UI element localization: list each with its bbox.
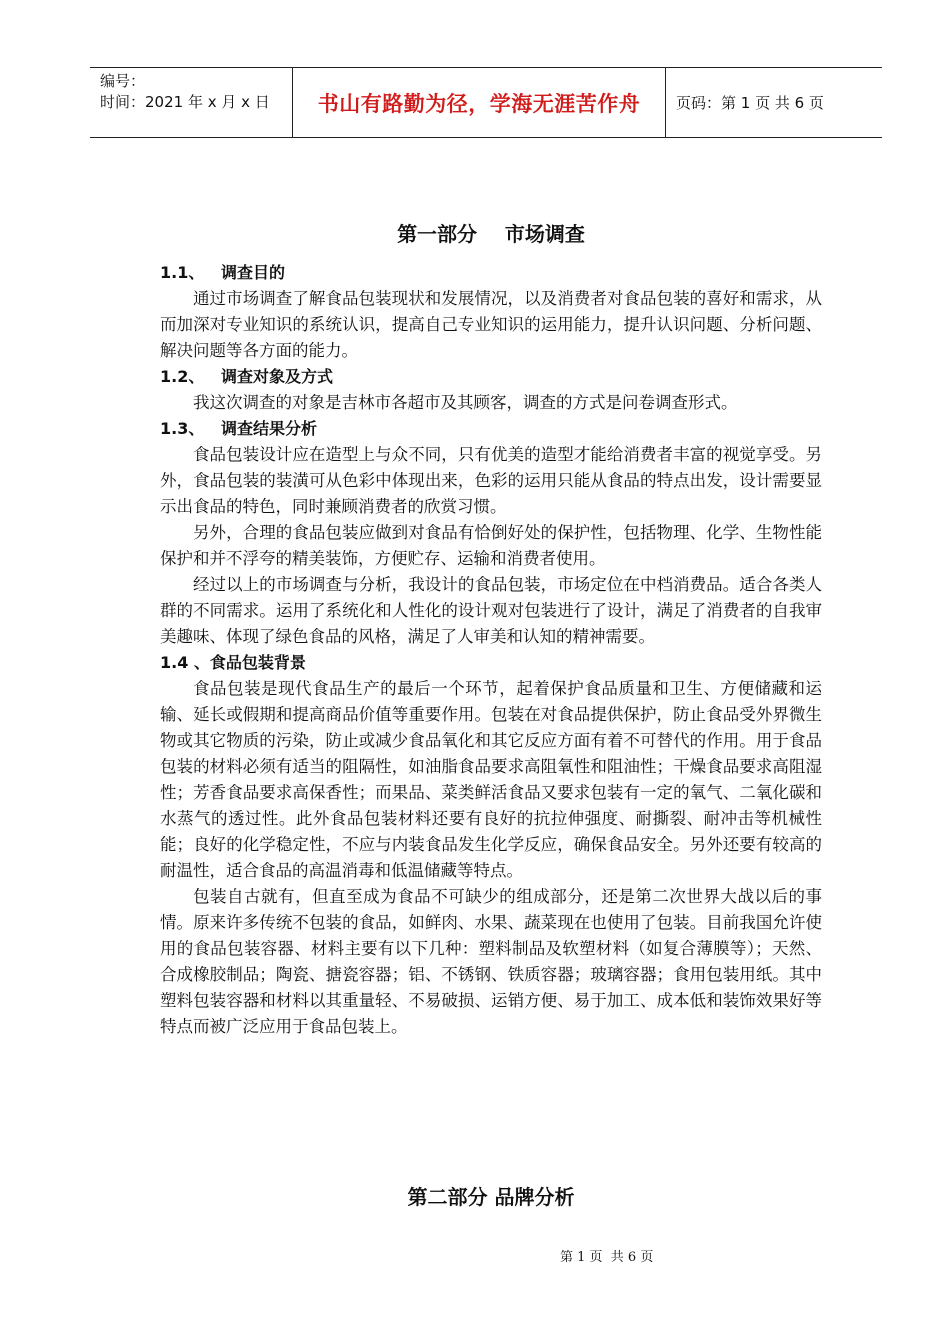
document-number-label: 编号： [100,72,146,90]
section-heading: 1.4 、食品包装背景 [160,653,306,672]
header-meta [90,68,293,137]
part2-title: 第二部分 品牌分析 [407,1185,575,1209]
document-body [160,218,822,1040]
document-header [90,67,882,138]
section-1-2 [160,364,822,416]
part1-title: 第一部分 市场调查 [397,222,585,246]
paragraph: 我这次调查的对象是吉林市各超市及其顾客，调查的方式是问卷调查形式。 [193,393,738,412]
section-heading: 1.1、 调查目的 [160,263,286,282]
paragraph: 经过以上的市场调查与分析，我设计的食品包装，市场定位在中档消费品。适合各类人群的不同需求。运用了系统化和人性化的设计观对包装进行了设计，满足了消费者的自我审美趣味、体现了绿色食品的风格，满足了人审美和认知的精神需要。 [160,575,822,646]
paragraph: 食品包装是现代食品生产的最后一个环节，起着保护食品质量和卫生、方便储藏和运输、延长或假期和提高商品价值等重要作用。包装在对食品提供保护，防止食品受外界微生物或其它物质的污染，防止或减少食品氧化和其它反应方面有着不可替代的作用。用于食品包装的材料必须有适当的阻隔性，如油脂食品要求高阻氧性和阻油性；干燥食品要求高阻湿性；芳香食品要求高保香性；而果品、菜类鲜活食品又要求包装有一定的氧气、二氧化碳和水蒸气的透过性。此外食品包装材料还要有良好的抗拉伸强度、耐撕裂、耐冲击等机械性能；良好的化学稳定性，不应与内装食品发生化学反应，确保食品安全。另外还要有较高的耐温性，适合食品的高温消毒和低温储藏等特点。 [160,679,822,880]
paragraph: 包装自古就有，但直至成为食品不可缺少的组成部分，还是第二次世界大战以后的事情。原来许多传统不包装的食品，如鲜肉、水果、蔬菜现在也使用了包装。目前我国允许使用的食品包装容器、材料主要有以下几种：塑料制品及软塑材料（如复合薄膜等）；天然、合成橡胶制品；陶瓷、搪瓷容器；铝、不锈钢、铁质容器；玻璃容器；食用包装用纸。其中塑料包装容器和材料以其重量轻、不易破损、运销方便、易于加工、成本低和装饰效果好等特点而被广泛应用于食品包装上。 [160,887,822,1036]
header-motto: 书山有路勤为径，学海无涯苦作舟 [293,68,666,137]
page-footer: 第 1 页 共 6 页 [560,1250,654,1265]
section-1-1 [160,260,822,364]
paragraph: 食品包装设计应在造型上与众不同，只有优美的造型才能给消费者丰富的视觉享受。另外，食品包装的装潢可从色彩中体现出来，色彩的运用只能从食品的特点出发，设计需要显示出食品的特色，同时兼顾消费者的欣赏习惯。 [160,445,822,516]
section-1-4 [160,650,822,1040]
header-page-info: 页码：第 1 页 共 6 页 [676,94,824,112]
section-1-3 [160,416,822,650]
section-heading: 1.3、 调查结果分析 [160,419,318,438]
paragraph: 通过市场调查了解食品包装现状和发展情况，以及消费者对食品包装的喜好和需求，从而加深对专业知识的系统认识，提高自己专业知识的运用能力，提升认识问题、分析问题、解决问题等各方面的能力。 [160,289,822,360]
document-date: 时间：2021 年 x 月 x 日 [100,93,270,111]
section-heading: 1.2、 调查对象及方式 [160,367,334,386]
paragraph: 另外，合理的食品包装应做到对食品有恰倒好处的保护性，包括物理、化学、生物性能保护和并不浮夸的精美装饰，方便贮存、运输和消费者使用。 [160,523,822,568]
